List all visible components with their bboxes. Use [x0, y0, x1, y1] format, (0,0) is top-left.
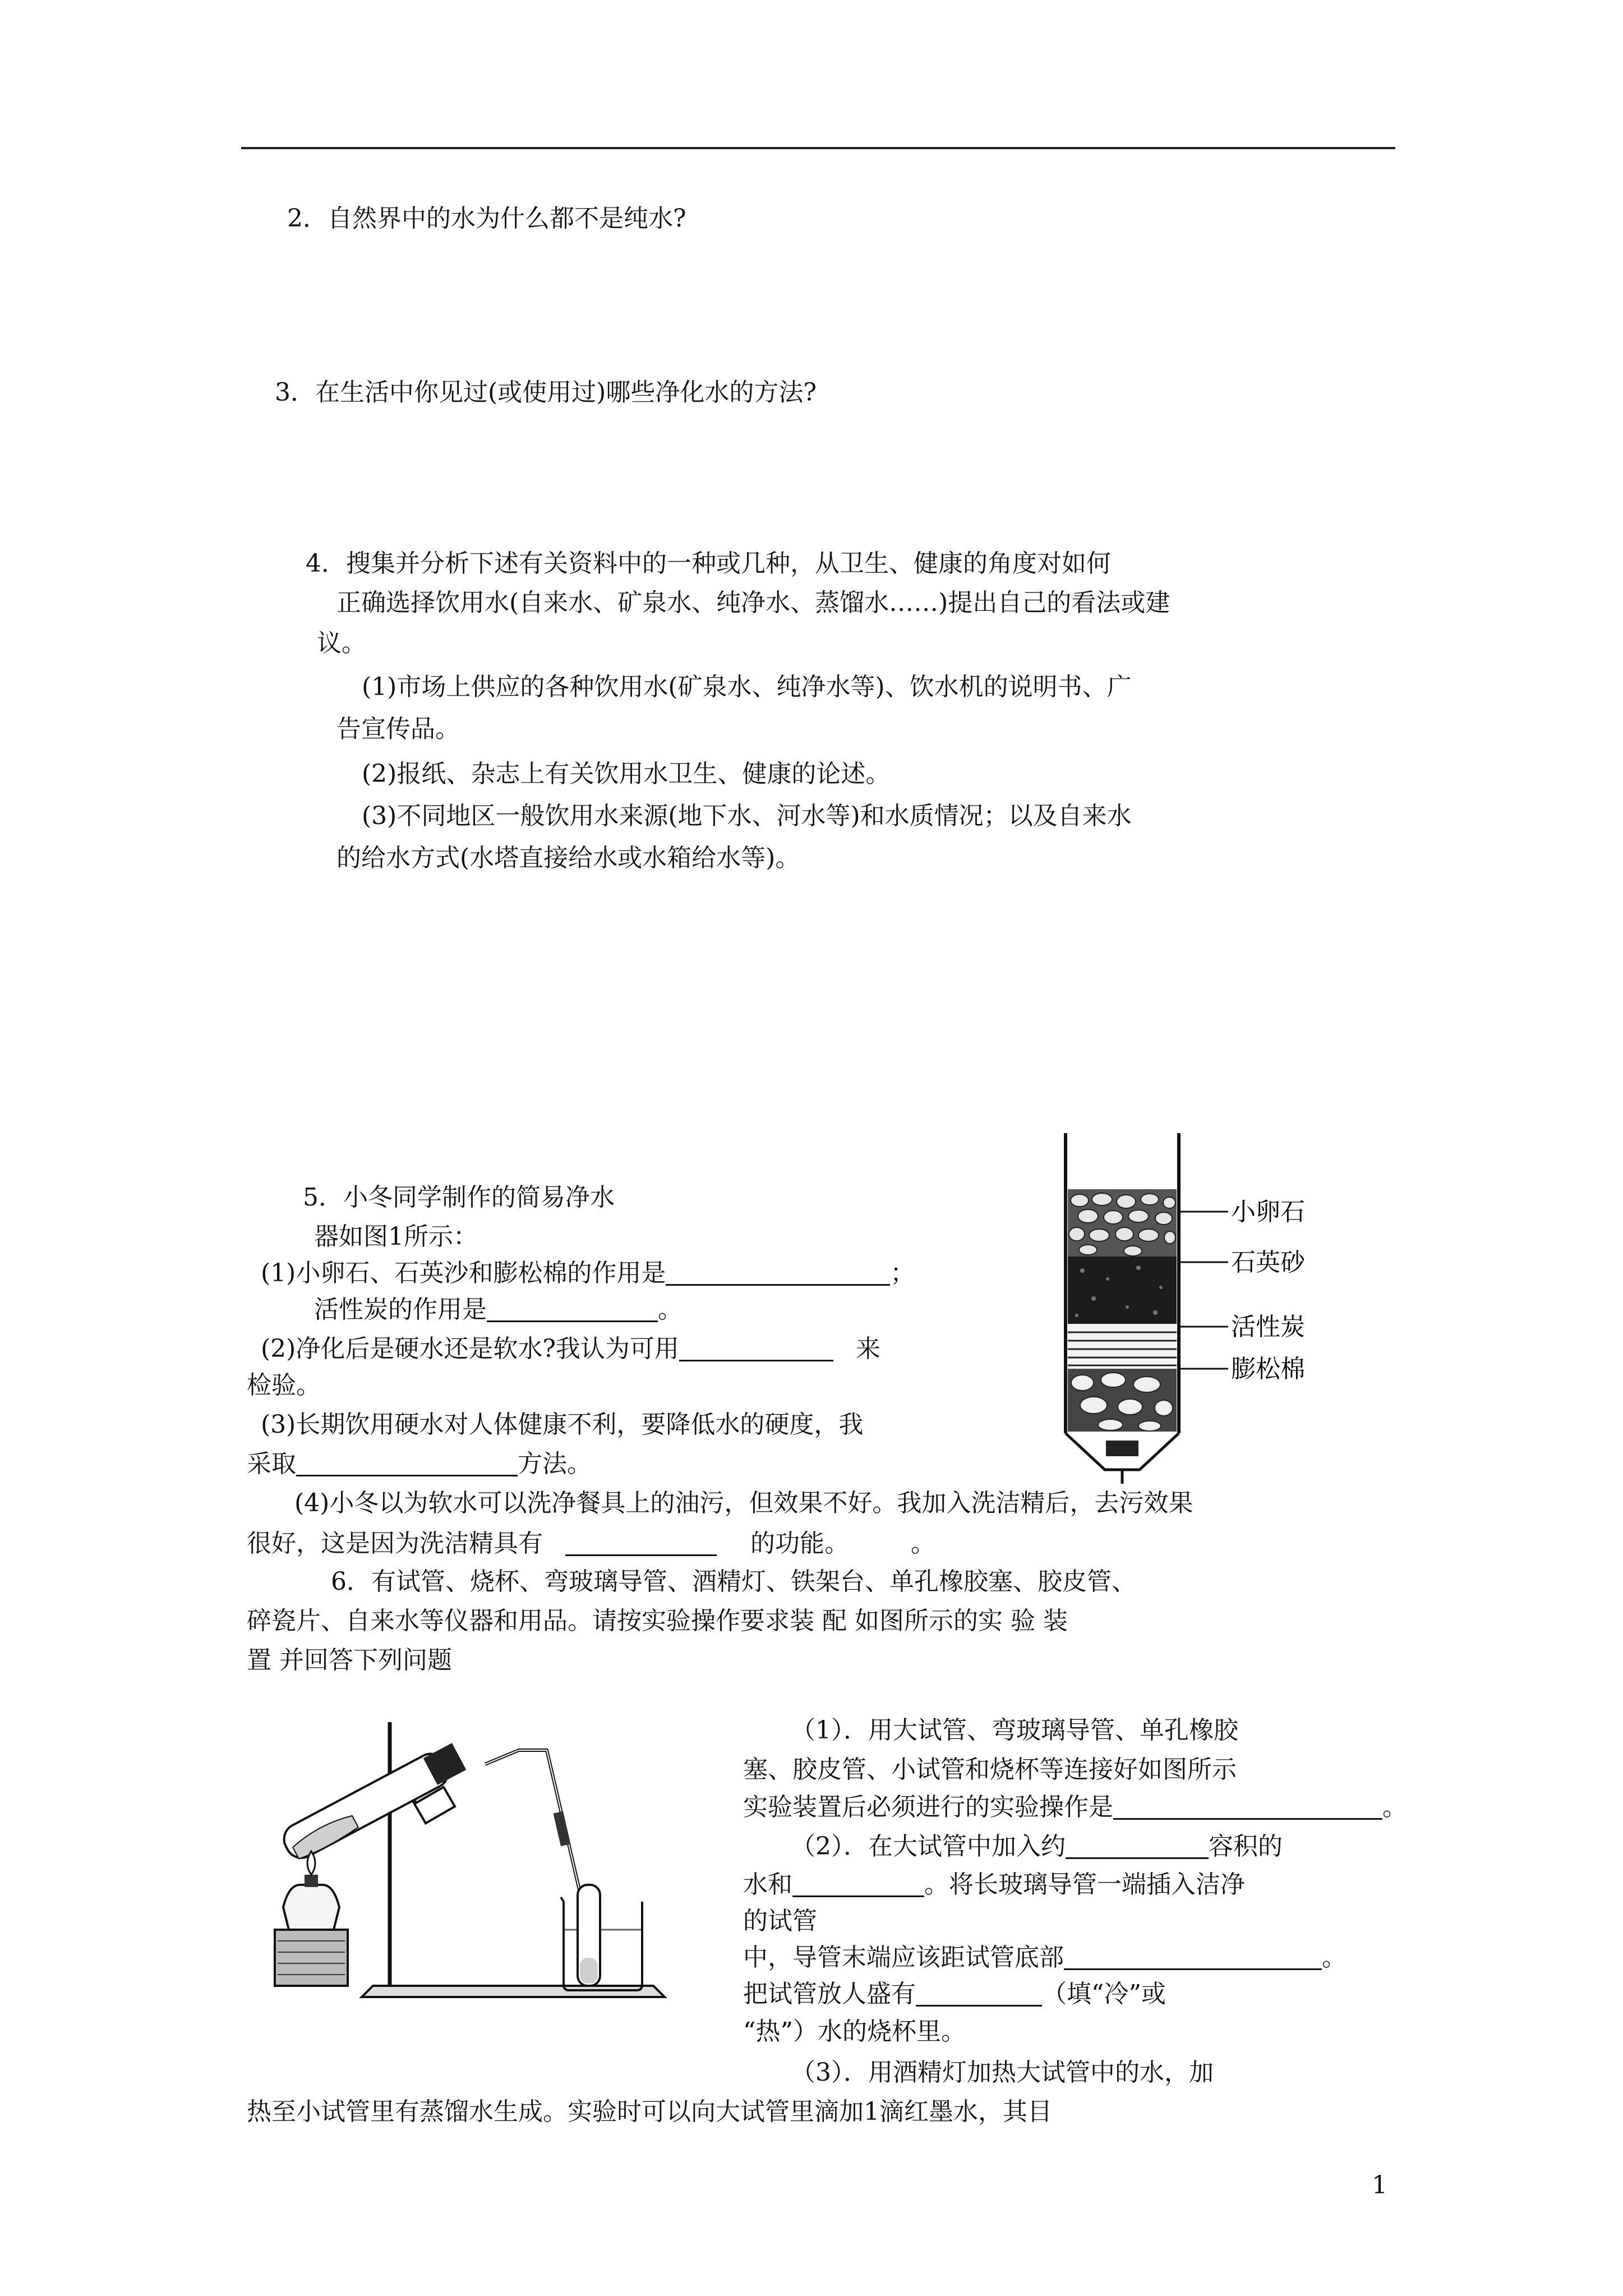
q6-line: 置 并回答下列问题: [247, 1646, 452, 1674]
q5-line: [314, 1293, 683, 1327]
distillation-apparatus-figure: [250, 1717, 698, 2008]
answer-blank[interactable]: [565, 1529, 717, 1556]
q5-text: 活性炭的作用是: [314, 1295, 487, 1324]
q4-line: (2)报纸、杂志上有关饮用水卫生、健康的论述。: [362, 760, 891, 788]
q6-text: 中，导管末端应该距试管底部: [743, 1943, 1064, 1972]
q5-line: (3)长期饮用硬水对人体健康不利，要降低水的硬度，我: [261, 1410, 864, 1439]
q5-text: 。: [911, 1529, 935, 1558]
q6-line: （1）．用大试管、弯玻璃导管、单孔橡胶: [791, 1716, 1238, 1745]
q5-line: 检验。: [247, 1371, 321, 1400]
q5-line: [247, 1447, 592, 1481]
question-2: 2．自然界中的水为什么都不是纯水?: [287, 204, 686, 233]
q6-line: 塞、胶皮管、小试管和烧杯等连接好如图所示: [743, 1755, 1237, 1784]
q5-text: 很好，这是因为洗洁精具有: [247, 1529, 543, 1558]
q6-line: “热”）水的烧杯里。: [743, 2017, 966, 2046]
q6-text: （2）．在大试管中加入约: [791, 1832, 1066, 1861]
answer-blank[interactable]: [792, 1870, 924, 1897]
q4-line: 议。: [317, 629, 366, 657]
figure-label: 活性炭: [1231, 1313, 1305, 1341]
q5-text: 。: [658, 1295, 683, 1324]
q4-line: 的给水方式(水塔直接给水或水箱给水等)。: [336, 844, 800, 872]
q6-line: [743, 1868, 1245, 1902]
q5-text: 方法。: [518, 1450, 592, 1478]
q4-line: (1)市场上供应的各种饮用水(矿泉水、纯净水等)、饮水机的说明书、广: [362, 673, 1132, 701]
q5-line: (4)小冬以为软水可以洗净餐具上的油污，但效果不好。我加入洗洁精后，去污效果: [294, 1489, 1193, 1517]
q4-line: 告宣传品。: [336, 715, 460, 743]
q6-text: 。: [1382, 1793, 1407, 1821]
q6-text: 。: [1322, 1943, 1347, 1972]
q6-text: 实验装置后必须进行的实验操作是: [743, 1793, 1113, 1821]
question-3: 3．在生活中你见过(或使用过)哪些净化水的方法?: [275, 378, 817, 407]
q6-line: 的试管: [743, 1907, 817, 1935]
q5-line: [247, 1527, 935, 1561]
q5-text: ；: [890, 1259, 915, 1287]
header-rule: [241, 147, 1395, 149]
answer-blank[interactable]: [1113, 1792, 1382, 1820]
q4-line: 4．搜集并分析下述有关资料中的一种或几种，从卫生、健康的角度对如何: [306, 549, 1111, 578]
q6-line: 碎瓷片、自来水等仪器和用品。请按实验操作要求装 配 如图所示的实 验 装: [247, 1607, 1068, 1635]
q5-line: 5．小冬同学制作的简易净水: [303, 1183, 615, 1212]
q6-text: （填“冷”或: [1042, 1980, 1166, 2008]
q5-text: 来: [855, 1335, 880, 1363]
q6-line: [743, 1791, 1407, 1824]
q5-line: [261, 1257, 915, 1290]
q5-text: (2)净化后是硬水还是软水?我认为可用: [261, 1335, 679, 1363]
q6-line: [743, 1977, 1166, 2011]
q6-text: 水和: [743, 1870, 792, 1899]
q6-text: 把试管放人盛有: [743, 1980, 916, 2008]
water-purifier-figure: [1054, 1128, 1368, 1487]
q4-line: (3)不同地区一般饮用水来源(地下水、河水等)和水质情况；以及自来水: [362, 802, 1132, 830]
answer-blank[interactable]: [296, 1449, 518, 1476]
page-number: 1: [1372, 2171, 1387, 2200]
q6-line: （3）．用酒精灯加热大试管中的水，加: [791, 2058, 1214, 2087]
q5-text: (1)小卵石、石英沙和膨松棉的作用是: [261, 1259, 666, 1287]
answer-blank[interactable]: [679, 1334, 833, 1361]
answer-blank[interactable]: [666, 1258, 890, 1286]
figure-label: 石英砂: [1231, 1248, 1305, 1277]
q6-text: 容积的: [1209, 1832, 1283, 1861]
q4-line: 正确选择饮用水(自来水、矿泉水、纯净水、蒸馏水……)提出自己的看法或建: [336, 588, 1170, 617]
q6-text: 。将长玻璃导管一端插入洁净: [924, 1870, 1245, 1899]
figure-label: 膨松棉: [1231, 1355, 1305, 1383]
q5-text: 采取: [247, 1450, 296, 1478]
q6-line: 6．有试管、烧杯、弯玻璃导管、酒精灯、铁架台、单孔橡胶塞、胶皮管、: [331, 1567, 1136, 1596]
q5-line: [261, 1332, 880, 1366]
q6-line: 热至小试管里有蒸馏水生成。实验时可以向大试管里滴加1滴红墨水，其目: [247, 2097, 1052, 2126]
q5-line: 器如图1所示：: [314, 1222, 478, 1251]
q5-text: 的功能。: [750, 1529, 849, 1558]
answer-blank[interactable]: [1066, 1832, 1209, 1859]
answer-blank[interactable]: [487, 1295, 658, 1322]
figure-label: 小卵石: [1231, 1198, 1305, 1226]
q6-line: [791, 1830, 1283, 1864]
answer-blank[interactable]: [1064, 1943, 1322, 1970]
answer-blank[interactable]: [916, 1979, 1042, 2007]
q6-line: [743, 1941, 1347, 1975]
